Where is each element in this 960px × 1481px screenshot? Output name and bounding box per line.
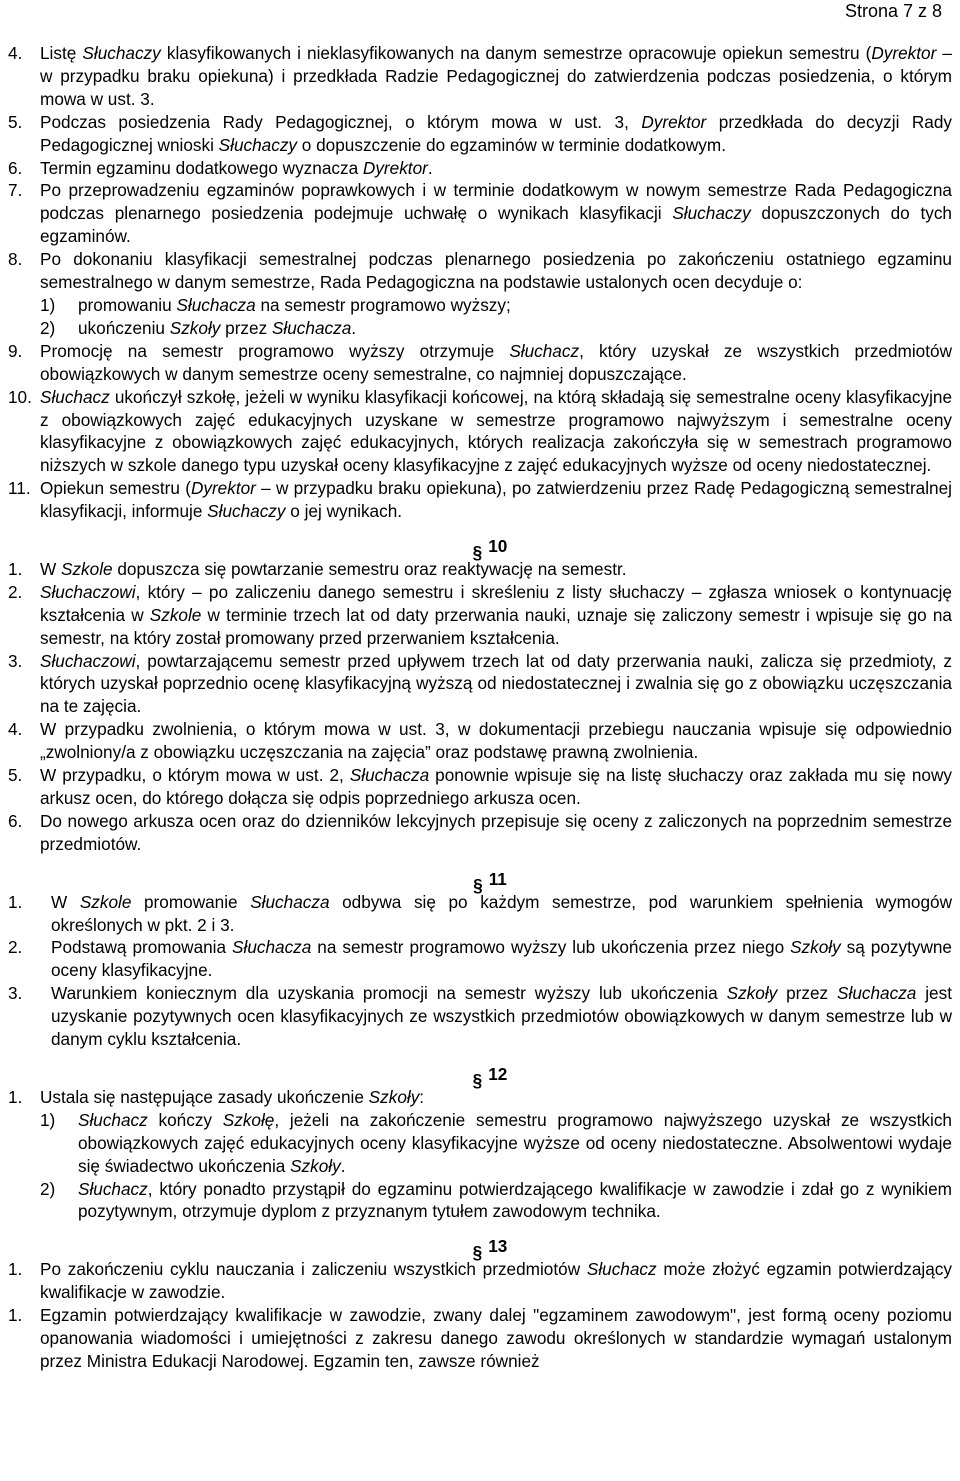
section-number: 13 — [488, 1236, 508, 1257]
numbered-paragraph — [8, 982, 952, 1051]
item-text: Po zakończeniu cyklu nauczania i zaliczeniu wszystkich przedmiotów Słuchacz może złożyć egzamin potwierdzający kwalifikacje w zawodzie. — [40, 1259, 952, 1303]
item-text: W Szkole dopuszcza się powtarzanie semestru oraz reaktywację na semestr. — [40, 558, 627, 579]
numbered-paragraph — [8, 764, 952, 810]
sub-list-item — [8, 1109, 952, 1178]
item-number: 3. — [8, 983, 23, 1004]
item-text: Słuchacz ukończył szkołę, jeżeli w wyniku klasyfikacji końcowej, na którą składają się semestralne oceny klasyfikacyjne z obowiązkowych zajęć edukacyjnych uzyskane w semestrze programowo najwyższym i semestralne oceny klasyfikacyjne z obowiązkowych zajęć edukacyjnych, których realizacja zakończyła się w semestrach programowo niższych w szkole danego typu uzyskał oceny klasyfikacyjne z zajęć edukacyjnych wyższe od oceny niedostatecznej. — [40, 386, 952, 476]
numbered-paragraph — [8, 386, 952, 478]
item-text: W Szkole promowanie Słuchacza odbywa się po każdym semestrze, pod warunkiem spełnienia wymogów określonych w pkt. 2 i 3. — [51, 891, 952, 935]
numbered-paragraph — [8, 558, 952, 581]
section-symbol: § — [472, 1242, 483, 1263]
sub-list-item — [8, 1178, 952, 1224]
numbered-paragraph — [8, 1304, 952, 1373]
item-number: 1. — [8, 1086, 23, 1107]
item-text: Słuchacz, który ponadto przystąpił do egzaminu potwierdzającego kwalifikacje w zawodzie i zdał go z wynikiem pozytywnym, otrzymuje dyplom z przyznanym tytułem zawodowym technika. — [78, 1178, 952, 1222]
section-heading — [8, 1235, 952, 1263]
item-number: 1. — [8, 1259, 23, 1280]
numbered-paragraph — [8, 111, 952, 157]
section-heading — [8, 1063, 952, 1090]
item-number: 2. — [8, 937, 23, 958]
numbered-paragraph — [8, 179, 952, 248]
item-number: 1) — [40, 1109, 56, 1130]
section-number: 12 — [488, 1063, 508, 1084]
item-text: Promocję na semestr programowo wyższy otrzymuje Słuchacz, który uzyskał ze wszystkich przedmiotów obowiązkowych w danym semestrze oceny semestralne, co najmniej dopuszczające. — [40, 340, 952, 384]
page-number: Strona 7 z 8 — [844, 1, 942, 21]
item-text: Po dokonaniu klasyfikacji semestralnej podczas plenarnego posiedzenia po zakończeniu ostatniego egzaminu semestralnego w danym semestrze, Rada Pedagogiczna na podstawie ustalonych ocen decyduje o: — [40, 249, 952, 293]
numbered-paragraph — [8, 650, 952, 719]
item-text: Do nowego arkusza ocen oraz do dzienników lekcyjnych przepisuje się oceny z zaliczonych na poprzednim semestrze przedmiotów. — [40, 810, 952, 854]
item-number: 8. — [8, 249, 23, 270]
sub-list-item — [8, 317, 952, 340]
item-text: W przypadku zwolnienia, o którym mowa w ust. 3, w dokumentacji przebiegu nauczania wpisuje się odpowiednio „zwolniony/a z obowiązku uczęszczania na zajęcia” oraz podstawę prawną zwolnienia. — [40, 719, 952, 763]
item-number: 2. — [8, 581, 23, 602]
item-text: Listę Słuchaczy klasyfikowanych i nieklasyfikowanych na danym semestrze opracowuje opiekun semestru (Dyrektor – w przypadku braku opiekuna) i przedkłada Radzie Pedagogicznej do zatwierdzenia podczas posiedzenia, o którym mowa w ust. 3. — [40, 43, 952, 109]
item-number: 1) — [40, 294, 56, 315]
sub-list-item — [8, 294, 952, 317]
item-number: 2) — [40, 1178, 56, 1199]
item-number: 1. — [8, 558, 23, 579]
section-number: 10 — [488, 536, 508, 557]
item-text: Po przeprowadzeniu egzaminów poprawkowych i w terminie dodatkowym w nowym semestrze Rada Pedagogiczna podczas plenarnego posiedzenia podejmuje uchwałę o wynikach klasyfikacji Słuchaczy dopuszczonych do tych egzaminów. — [40, 180, 952, 247]
numbered-paragraph — [8, 1086, 952, 1109]
numbered-paragraph — [8, 718, 952, 764]
section-number: 11 — [488, 868, 507, 889]
numbered-paragraph — [8, 581, 952, 650]
item-text: Ustala się następujące zasady ukończenie Szkoły: — [40, 1086, 425, 1107]
item-text: ukończeniu Szkoły przez Słuchacza. — [78, 317, 357, 338]
document-body — [8, 42, 952, 1373]
item-number: 1. — [8, 891, 23, 912]
item-text: Opiekun semestru (Dyrektor – w przypadku braku opiekuna), po zatwierdzeniu przez Radę Pedagogiczną semestralnej klasyfikacji, informuje Słuchaczy o jej wynikach. — [40, 478, 952, 522]
item-number: 9. — [8, 340, 23, 361]
numbered-paragraph — [8, 891, 952, 937]
item-number: 5. — [8, 111, 23, 132]
section-heading — [8, 535, 952, 563]
item-text: Egzamin potwierdzający kwalifikacje w zawodzie, zwany dalej "egzaminem zawodowym", jest formą oceny poziomu opanowania wiadomości i umiejętności z zakresu danego zawodu określonych w standardzie wymagań ustalonym przez Ministra Edukacji Narodowej. Egzamin ten, zawsze również — [40, 1305, 952, 1371]
item-number: 6. — [8, 157, 23, 178]
item-number: 11. — [8, 478, 31, 499]
item-number: 2) — [40, 317, 56, 338]
numbered-paragraph — [8, 340, 952, 386]
item-number: 7. — [8, 180, 23, 201]
item-number: 4. — [8, 43, 23, 63]
item-number: 6. — [8, 810, 23, 831]
section-symbol: § — [472, 1069, 483, 1090]
item-text: Podstawą promowania Słuchacza na semestr programowo wyższy lub ukończenia przez niego Szkoły są pozytywne oceny klasyfikacyjne. — [51, 937, 952, 981]
item-text: promowaniu Słuchacza na semestr programowo wyższy; — [78, 294, 511, 315]
item-text: Słuchacz kończy Szkołę, jeżeli na zakończenie semestru programowo najwyższego uzyskał ze wszystkich obowiązkowych zajęć edukacyjnych oceny klasyfikacyjne wyższe od oceny niedostateczne. Absolwentowi wydaje się świadectwo ukończenia Szkoły. — [78, 1109, 952, 1176]
numbered-paragraph — [8, 477, 952, 523]
item-number: 1. — [8, 1305, 23, 1326]
section-heading — [8, 868, 952, 895]
section-symbol: § — [473, 874, 483, 895]
item-text: W przypadku, o którym mowa w ust. 2, Słuchacza ponownie wpisuje się na listę słuchaczy oraz zakłada mu się nowy arkusz ocen, do którego dołącza się odpis poprzedniego arkusza ocen. — [40, 765, 952, 808]
item-number: 4. — [8, 719, 23, 740]
numbered-paragraph — [8, 810, 952, 856]
numbered-paragraph — [8, 42, 952, 111]
numbered-paragraph — [8, 248, 952, 294]
item-number: 5. — [8, 765, 23, 786]
section-symbol: § — [472, 542, 483, 563]
numbered-paragraph — [8, 936, 952, 982]
numbered-paragraph — [8, 1258, 952, 1304]
item-text: Słuchaczowi, który – po zaliczeniu danego semestru i skreśleniu z listy słuchaczy – zgłasza wniosek o kontynuację kształcenia w Szkole w terminie trzech lat od daty przerwania nauki, uznaje się zaliczony semestr i wpisuje się go na semestr, na który został promowany przed przerwaniem kształcenia. — [40, 581, 952, 648]
item-number: 10. — [8, 386, 32, 407]
numbered-paragraph — [8, 157, 952, 180]
item-text: Słuchaczowi, powtarzającemu semestr przed upływem trzech lat od daty przerwania nauki, zalicza się przedmioty, z których uzyskał poprzednio ocenę klasyfikacyjną wyższą od niedostatecznej i zwalnia się go z obowiązku uczęszczania na te zajęcia. — [40, 650, 952, 717]
item-text: Warunkiem koniecznym dla uzyskania promocji na semestr wyższy lub ukończenia Szkoły przez Słuchacza jest uzyskanie pozytywnych ocen klasyfikacyjnych ze wszystkich przedmiotów obowiązkowych w danym semestrze lub w danym cyklu kształcenia. — [51, 983, 952, 1050]
item-text: Podczas posiedzenia Rady Pedagogicznej, o którym mowa w ust. 3, Dyrektor przedkłada do decyzji Rady Pedagogicznej wnioski Słuchaczy o dopuszczenie do egzaminów w terminie dodatkowym. — [40, 111, 952, 155]
item-text: Termin egzaminu dodatkowego wyznacza Dyrektor. — [40, 157, 433, 178]
item-number: 3. — [8, 650, 23, 671]
